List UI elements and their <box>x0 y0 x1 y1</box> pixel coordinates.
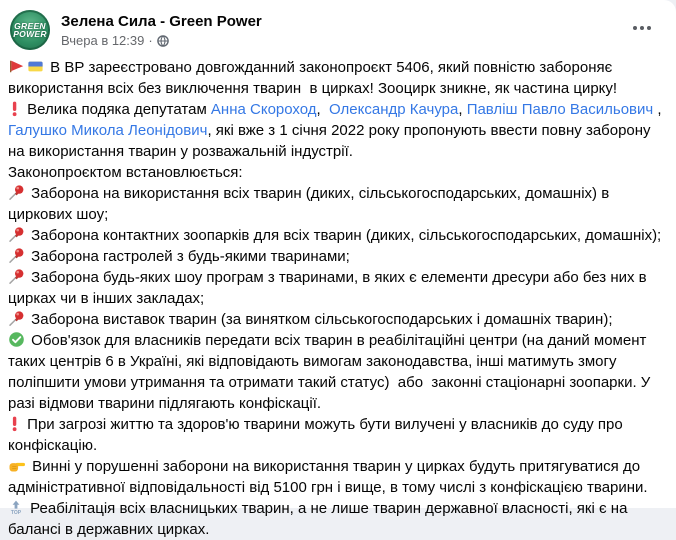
post-text <box>0 50 676 540</box>
post-paragraph <box>8 57 667 99</box>
pushpin-icon <box>8 247 25 267</box>
top-arrow-icon <box>8 499 24 519</box>
red-exclamation-icon <box>8 415 21 435</box>
post-text-segment: Реабілітація всіх власницьких тварин, а не лише тварин державної власності, які є на балансі в державних цирках. <box>8 500 632 538</box>
red-exclamation-icon <box>8 100 21 120</box>
timestamp-row <box>61 32 262 49</box>
post-text-segment: Велика подяка депутатам <box>23 101 211 118</box>
post-paragraph <box>8 99 667 162</box>
post-menu-button[interactable] <box>628 16 656 38</box>
post-text-segment: Заборона контактних зоопарків для всіх тварин (диких, сільськогосподарських, домашніх); <box>27 227 662 244</box>
post-text-segment: Заборона будь-яких шоу програм з тваринами, в яких є елементи дресури або без них в цирках чи в інших закладах; <box>8 269 651 307</box>
post-paragraph <box>8 456 667 498</box>
post-paragraph <box>8 246 667 267</box>
post-text-segment: , <box>316 101 330 118</box>
red-flag-icon <box>8 58 25 78</box>
post-header <box>0 0 676 50</box>
pointing-hand-icon <box>8 457 26 477</box>
post-text-segment: Винні у порушенні заборони на використання тварин у цирках будуть притягуватися до адміністративної відповідальності від 5100 грн і вище, в тому числі з конфіскацією тварини. <box>8 458 648 496</box>
mention-link[interactable]: Анна Скороход <box>210 101 317 118</box>
post-paragraph <box>8 183 667 225</box>
timestamp-separator: · <box>148 33 153 48</box>
globe-icon <box>157 35 169 47</box>
mention-link[interactable]: Павліш Павло Васильович <box>466 101 654 118</box>
post-text-segment: В ВР зареєстровано довгожданний законопроєкт 5406, який повністю забороняє використання всіх без виключення тварин в цирках! Зооцирк зникне, як частина цирку! <box>8 59 618 97</box>
header-meta <box>61 10 262 49</box>
post-paragraph <box>8 414 667 456</box>
post-text-segment: Законопроєктом встановлюється: <box>8 164 243 181</box>
avatar-text-line1: GREEN <box>14 21 46 31</box>
pushpin-icon <box>8 184 25 204</box>
post-paragraph <box>8 225 667 246</box>
post-paragraph <box>8 498 667 540</box>
mention-link[interactable]: Галушко Микола Леонідович <box>8 122 208 139</box>
post-text-segment: , <box>653 101 666 118</box>
post-paragraph <box>8 162 667 183</box>
ukraine-flag-icon <box>27 58 44 78</box>
timestamp-link[interactable]: Вчера в 12:39 <box>61 33 145 48</box>
page-avatar[interactable] <box>10 10 50 50</box>
post-text-segment: Заборона гастролей з будь-якими тваринами; <box>27 248 350 265</box>
post-text-segment: , які вже з 1 січня 2022 року пропонують ввести повну заборону на використання тварин у розважальній індустрії. <box>8 122 655 160</box>
post-paragraph <box>8 267 667 309</box>
ellipsis-icon <box>632 18 652 36</box>
svg-text:TOP: TOP <box>10 510 22 517</box>
page-name-link[interactable]: Зелена Сила - Green Power <box>61 13 262 30</box>
post-text-segment: Обов'язок для власників передати всіх тварин в реабілітаційні центри (на даний момент таких центрів 6 в Україні, які відповідають вимогам законодавства, інші матимуть змогу поліпшити умови утримання та отримати такий статус) або законні стаціонарні зоопарки. У разі відмови тварини підлягають конфіскації. <box>8 332 655 412</box>
post-text-segment: , <box>458 101 467 118</box>
mention-link[interactable]: Олександр Качура <box>329 101 459 118</box>
post-paragraph <box>8 330 667 414</box>
pushpin-icon <box>8 226 25 246</box>
post-text-segment: Заборона на використання всіх тварин (диких, сільськогосподарських, домашніх) в циркових шоу; <box>8 185 614 223</box>
post-paragraph <box>8 309 667 330</box>
avatar-text-line2: POWER <box>13 29 47 39</box>
green-check-icon <box>8 331 25 351</box>
pushpin-icon <box>8 310 25 330</box>
post-text-segment: При загрозі життю та здоров'ю тварини можуть бути вилучені у власників до суду про конфіскацію. <box>8 416 627 454</box>
post-text-segment: Заборона виставок тварин (за винятком сільськогосподарських і домашніх тварин); <box>27 311 613 328</box>
pushpin-icon <box>8 268 25 288</box>
